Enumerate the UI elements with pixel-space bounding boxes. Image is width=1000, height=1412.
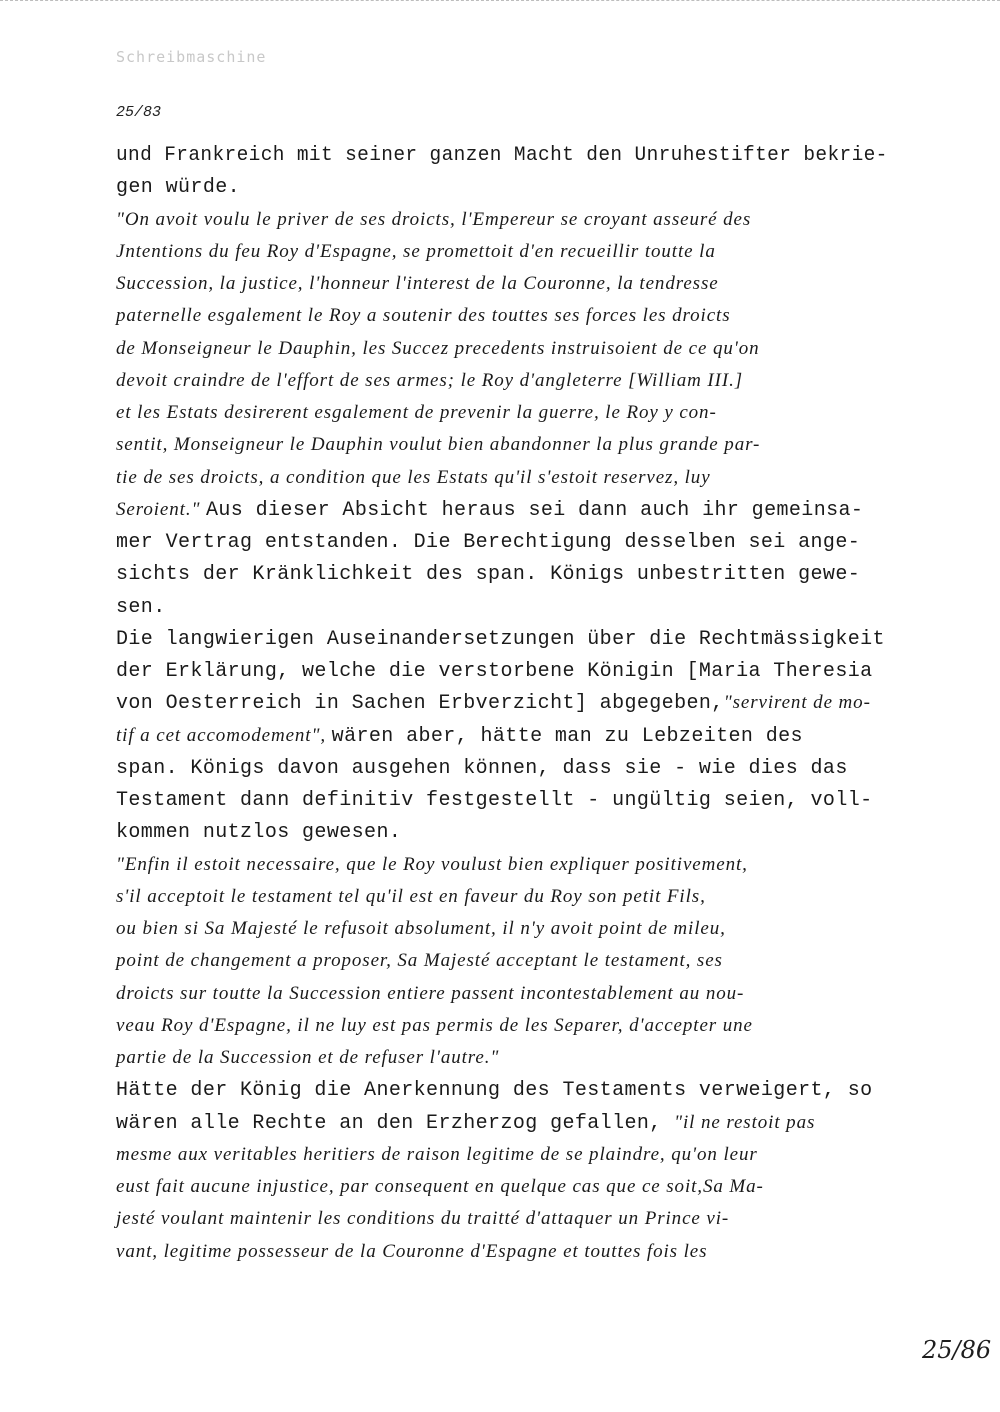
text-line [116,819,401,845]
french-quote-segment: sentit, Monseigneur le Dauphin voulut bien abandonner la plus grande par- [116,434,761,456]
text-line [116,1142,758,1167]
text-line [116,174,240,200]
german-text-segment: Die langwierigen Auseinandersetzungen über die Rechtmässigkeit [116,627,885,651]
french-quote-segment: "Enfin il estoit necessaire, que le Roy voulust bien expliquer positivement, [116,853,748,875]
handwritten-page-number: 25/86 [922,1336,992,1364]
german-text-segment: von Oesterreich in Sachen Erbverzicht] abgegeben, [116,692,724,716]
text-line [116,271,719,296]
text-line [116,948,723,973]
german-text-segment: gen würde. [116,176,241,200]
french-quote-segment: et les Estats desirerent esgalement de prevenir la guerre, le Roy y con- [116,402,717,423]
german-text-segment: Aus dieser Absicht heraus sei dann auch ihr gemeinsa- [206,498,864,522]
german-text-segment: sen. [116,595,166,619]
french-quote-segment: tif a cet accomodement", [116,724,332,746]
french-quote-segment: eust fait aucune injustice, par consequent en quelque cas que ce soit,Sa Ma- [116,1176,764,1197]
text-line [116,594,166,620]
french-quote-segment: jesté voulant maintenir les conditions du traitté d'attaquer un Prince vi- [116,1208,730,1230]
german-text-segment: und Frankreich mit seiner ganzen Macht den Unruhestifter bekrie- [116,144,888,167]
german-text-segment: span. Königs davon ausgehen können, dass sie - wie dies das [116,756,848,780]
header-stamp: Schreibmaschine [116,48,267,66]
french-quote-segment: Jntentions du feu Roy d'Espagne, se promettoit d'en recueillir toutte la [116,240,716,262]
scan-edge [0,0,1000,7]
french-quote-segment: "servirent de mo- [723,692,871,714]
text-line [116,723,803,749]
german-text-segment: mer Vertrag entstanden. Die Berechtigung desselben sei ange- [116,531,861,554]
french-quote-segment: s'il acceptoit le testament tel qu'il est en faveur du Roy son petit Fils, [116,885,706,907]
french-quote-segment: ou bien si Sa Majesté le refusoit absolument, il n'y avoit point de mileu, [116,918,726,939]
text-line [116,1045,499,1070]
text-line [116,400,717,425]
text-line [116,142,888,168]
text-line [116,561,860,587]
text-line [116,336,760,361]
french-quote-segment: tie de ses droicts, a condition que les Estats qu'il s'estoit reservez, luy [116,466,711,488]
text-line [116,690,871,716]
text-line [116,981,744,1006]
text-line [116,529,860,555]
french-quote-segment: point de changement a proposer, Sa Majesté acceptant le testament, ses [116,950,723,972]
french-quote-segment: droicts sur toutte la Succession entiere passent incontestablement au nou- [116,982,745,1004]
text-line [116,658,873,684]
german-text-segment: sichts der Kränklichkeit des span. Königs unbestritten gewe- [116,563,861,587]
text-line [116,1239,707,1264]
german-text-segment: der Erklärung, welche die verstorbene Königin [Maria Theresia [116,660,873,683]
text-line [116,432,760,457]
text-line [116,207,751,232]
french-quote-segment: Seroient." [116,498,206,520]
text-line [116,368,743,393]
french-quote-segment: vant, legitime possesseur de la Couronne d'Espagne et touttes fois les [116,1240,708,1262]
german-text-segment: Hätte der König die Anerkennung des Testaments verweigert, so [116,1079,873,1103]
french-quote-segment: Succession, la justice, l'honneur l'interest de la Couronne, la tendresse [116,273,719,294]
german-text-segment: wären aber, hätte man zu Lebzeiten des [331,724,803,748]
german-text-segment: Testament dann definitiv festgestellt - ungültig seien, voll- [116,789,873,812]
text-line [116,303,731,328]
text-line [116,755,848,781]
french-quote-segment: veau Roy d'Espagne, il ne luy est pas permis de les Separer, d'accepter une [116,1014,753,1036]
german-text-segment: wären alle Rechte an den Erzherzog gefallen, [116,1111,675,1135]
text-line [116,1206,729,1231]
french-quote-segment: devoit craindre de l'effort de ses armes; le Roy d'angleterre [William III.] [116,369,744,391]
text-line [116,497,863,523]
text-line [116,465,711,490]
german-text-segment: kommen nutzlos gewesen. [116,821,402,845]
text-line [116,787,873,813]
text-line [116,239,716,264]
french-quote-segment: "On avoit voulu le priver de ses droicts, l'Empereur se croyant asseuré des [116,208,752,230]
french-quote-segment: de Monseigneur le Dauphin, les Succez precedents instruisoient de ce qu'on [116,337,760,359]
text-line [116,852,748,877]
text-line [116,1077,873,1103]
french-quote-segment: mesme aux veritables heritiers de raison legitime de se plaindre, qu'on leur [116,1143,758,1165]
french-quote-segment: partie de la Succession et de refuser l'autre." [116,1047,500,1068]
text-line [116,626,885,652]
text-line [116,884,706,909]
text-line [116,1013,753,1038]
page-reference: 25/83 [116,104,162,121]
french-quote-segment: "il ne restoit pas [674,1111,816,1133]
text-line [116,1110,815,1136]
text-line [116,1174,764,1199]
french-quote-segment: paternelle esgalement le Roy a soutenir des touttes ses forces les droicts [116,305,731,327]
text-line [116,916,726,941]
